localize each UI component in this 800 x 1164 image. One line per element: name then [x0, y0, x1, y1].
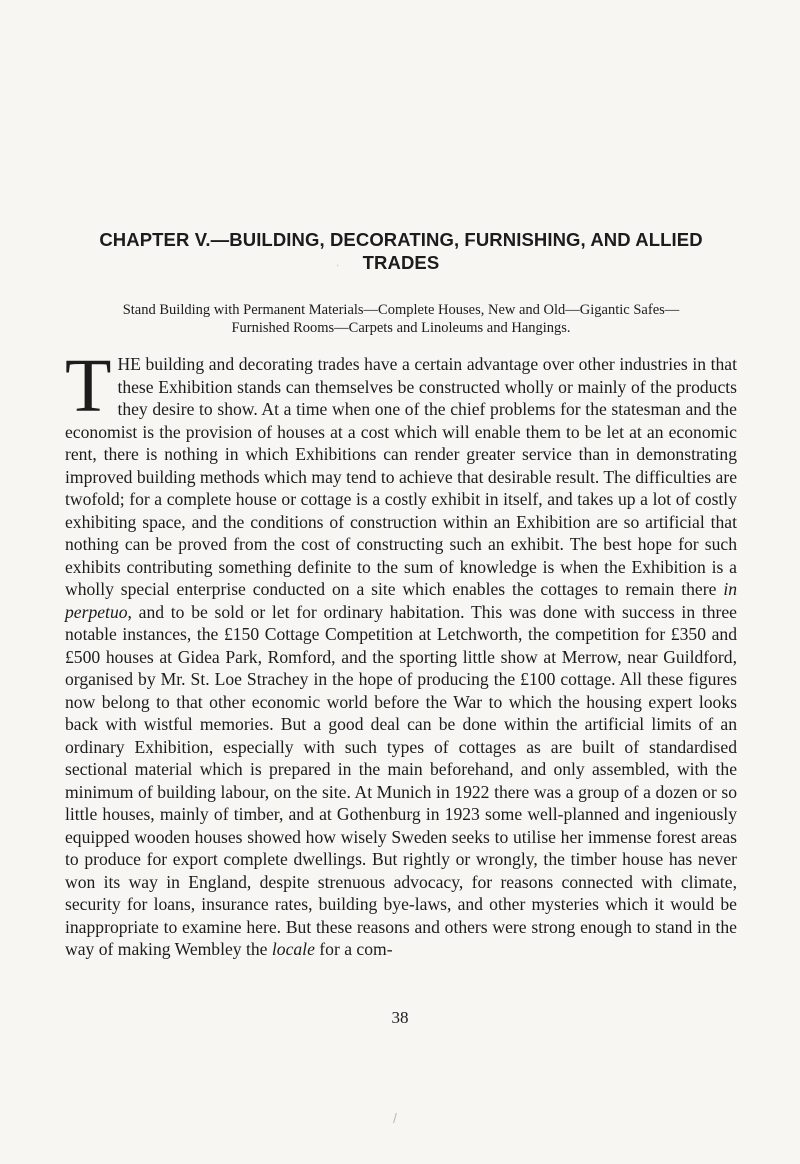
page-content: [65, 228, 737, 961]
page-number: 38: [391, 1008, 409, 1027]
drop-cap: T: [65, 344, 112, 428]
scan-speck: ': [337, 263, 339, 273]
chapter-summary: [83, 301, 719, 337]
chapter-title: [65, 228, 737, 274]
body-italic-word: locale: [271, 939, 315, 959]
body-italic-phrase: in perpetuo: [65, 579, 737, 622]
scan-speck: /: [393, 1110, 397, 1126]
body-paragraph: [65, 344, 737, 961]
summary-line2: Furnished Rooms—Carpets and Linoleums and Hangings.: [231, 320, 571, 336]
body-text-part2: , and to be sold or let for ordinary habitation. This was done with success in three notable instances, the £150 Cottage Competition at Letchworth, the competition for £350 and £500 houses at Gidea Park, Romford, and the sporting little show at Merrow, near Guildford, organised by Mr. St. Loe Strachey in the hope of producing the £100 cottage. All these figures now belong to that other economic world before the War to which the housing expert looks back with wistful memories. But a good deal can be done within the artificial limits of an ordinary Exhibition, especially with such types of cottages as are built of standardised sectional material which is prepared in the main beforehand, and only assembled, with the minimum of building labour, on the site. At Munich in 1922 there was a group of a dozen or so little houses, mainly of timber, and at Gothenburg in 1923 some well-planned and ingeniously equipped wooden houses showed how wisely Sweden seeks to utilise her immense forest areas to produce for export complete dwellings. But rightly or wrongly, the timber house has never won its way in England, despite strenuous advocacy, for reasons connected with climate, security for loans, insurance rates, building bye-laws, and other mysteries which it would be inappropriate to examine here. But these reasons and others were strong enough to stand in the way of making Wembley the: [65, 601, 737, 959]
body-text-part3: for a com-: [314, 939, 393, 959]
body-text-part1: HE building and decorating trades have a certain advantage over other industries in that these Exhibition stands can themselves be constructed wholly or mainly of the products they desire to show. At a time when one of the chief problems for the statesman and the economist is the provision of houses at a cost which will enable them to be let at an economic rent, there is nothing in which Exhibitions can render greater service than in demonstrating improved building methods which may tend to achieve that desirable result. The difficulties are twofold; for a complete house or cottage is a costly exhibit in itself, and takes up a lot of costly exhibiting space, and the conditions of construction within an Exhibition are so artificial that nothing can be proved from the cost of constructing such an exhibit. The best hope for such exhibits contributing something definite to the sum of knowledge is when the Exhibition is a wholly special enterprise conducted on a site which enables the cottages to remain there: [65, 354, 737, 599]
chapter-title-line1: CHAPTER V.—BUILDING, DECORATING, FURNISHING, AND ALLIED: [99, 229, 703, 250]
summary-line1: Stand Building with Permanent Materials—Complete Houses, New and Old—Gigantic Safes—: [122, 302, 680, 318]
chapter-title-line2: TRADES: [362, 252, 440, 273]
